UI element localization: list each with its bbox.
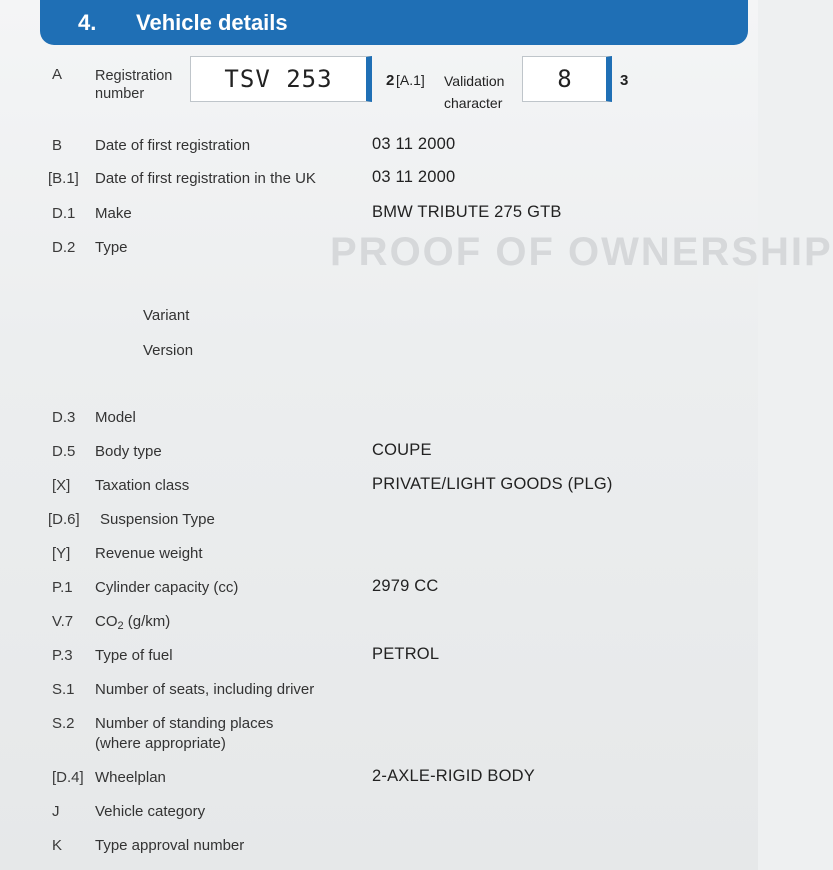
registration-label	[95, 67, 173, 102]
registration-label-line2: number	[95, 86, 145, 102]
field-value: 2979 CC	[372, 577, 439, 595]
field-label: Version	[143, 342, 194, 359]
registration-number-box	[190, 56, 372, 102]
field-label: Wheelplan	[95, 769, 166, 786]
co2-label: CO	[95, 613, 118, 630]
field-code: B	[52, 137, 63, 154]
registration-label-line1: Registration	[95, 68, 173, 84]
validation-character-value: 8	[557, 65, 572, 93]
field-value: PRIVATE/LIGHT GOODS (PLG)	[372, 475, 613, 493]
field-code: P.3	[52, 647, 73, 664]
field-value: COUPE	[372, 441, 432, 459]
validation-code: [A.1]	[396, 72, 425, 88]
validation-label-line2: character	[444, 95, 503, 111]
co2-unit: (g/km)	[123, 613, 171, 630]
field-label: Type of fuel	[95, 647, 173, 664]
field-code: V.7	[52, 613, 74, 630]
field-label: Revenue weight	[95, 545, 203, 562]
field-code: [B.1]	[48, 170, 79, 187]
validation-footnote-3: 3	[620, 72, 629, 89]
field-label: Suspension Type	[100, 511, 215, 528]
field-code: [D.6]	[48, 511, 80, 528]
section-title: Vehicle details	[136, 9, 288, 35]
field-value: BMW TRIBUTE 275 GTB	[372, 203, 562, 221]
field-label	[95, 613, 170, 632]
field-label: Model	[95, 409, 136, 426]
validation-label-line1: Validation	[444, 73, 505, 89]
field-code: S.1	[52, 681, 75, 698]
field-code: D.5	[52, 443, 76, 460]
field-label: Type	[95, 239, 128, 256]
field-code: S.2	[52, 715, 75, 732]
field-label: Date of first registration in the UK	[95, 170, 316, 187]
field-code: D.1	[52, 205, 76, 222]
field-label: Cylinder capacity (cc)	[95, 579, 239, 596]
section-header	[40, 0, 748, 45]
field-label: Type approval number	[95, 837, 245, 854]
registration-code: A	[52, 66, 63, 83]
field-label: Variant	[143, 307, 190, 324]
field-label: Number of standing places	[95, 715, 274, 732]
field-code: K	[52, 837, 63, 854]
field-label: Number of seats, including driver	[95, 681, 315, 698]
field-label: Make	[95, 205, 132, 222]
field-code: [Y]	[52, 545, 71, 562]
field-value: PETROL	[372, 645, 440, 663]
field-code: J	[52, 803, 60, 820]
registration-footnote-2: 2	[386, 72, 395, 89]
field-value: 03 11 2000	[372, 135, 456, 153]
field-value: 03 11 2000	[372, 168, 456, 186]
field-label: Date of first registration	[95, 137, 251, 154]
field-label: Body type	[95, 443, 162, 460]
field-code: P.1	[52, 579, 73, 596]
field-label-line2: (where appropriate)	[95, 735, 226, 752]
co2-subscript: 2	[117, 620, 124, 632]
field-label: Taxation class	[95, 477, 190, 494]
field-code: D.2	[52, 239, 76, 256]
field-code: [D.4]	[52, 769, 84, 786]
field-code: [X]	[52, 477, 71, 494]
field-label: Vehicle category	[95, 803, 206, 820]
field-value: 2-AXLE-RIGID BODY	[372, 767, 535, 785]
background-watermark: PROOF OF OWNERSHIP	[330, 230, 833, 274]
validation-character-box	[522, 56, 612, 102]
registration-number-value: TSV 253	[224, 65, 333, 93]
field-code: D.3	[52, 409, 76, 426]
section-number: 4.	[78, 9, 97, 35]
